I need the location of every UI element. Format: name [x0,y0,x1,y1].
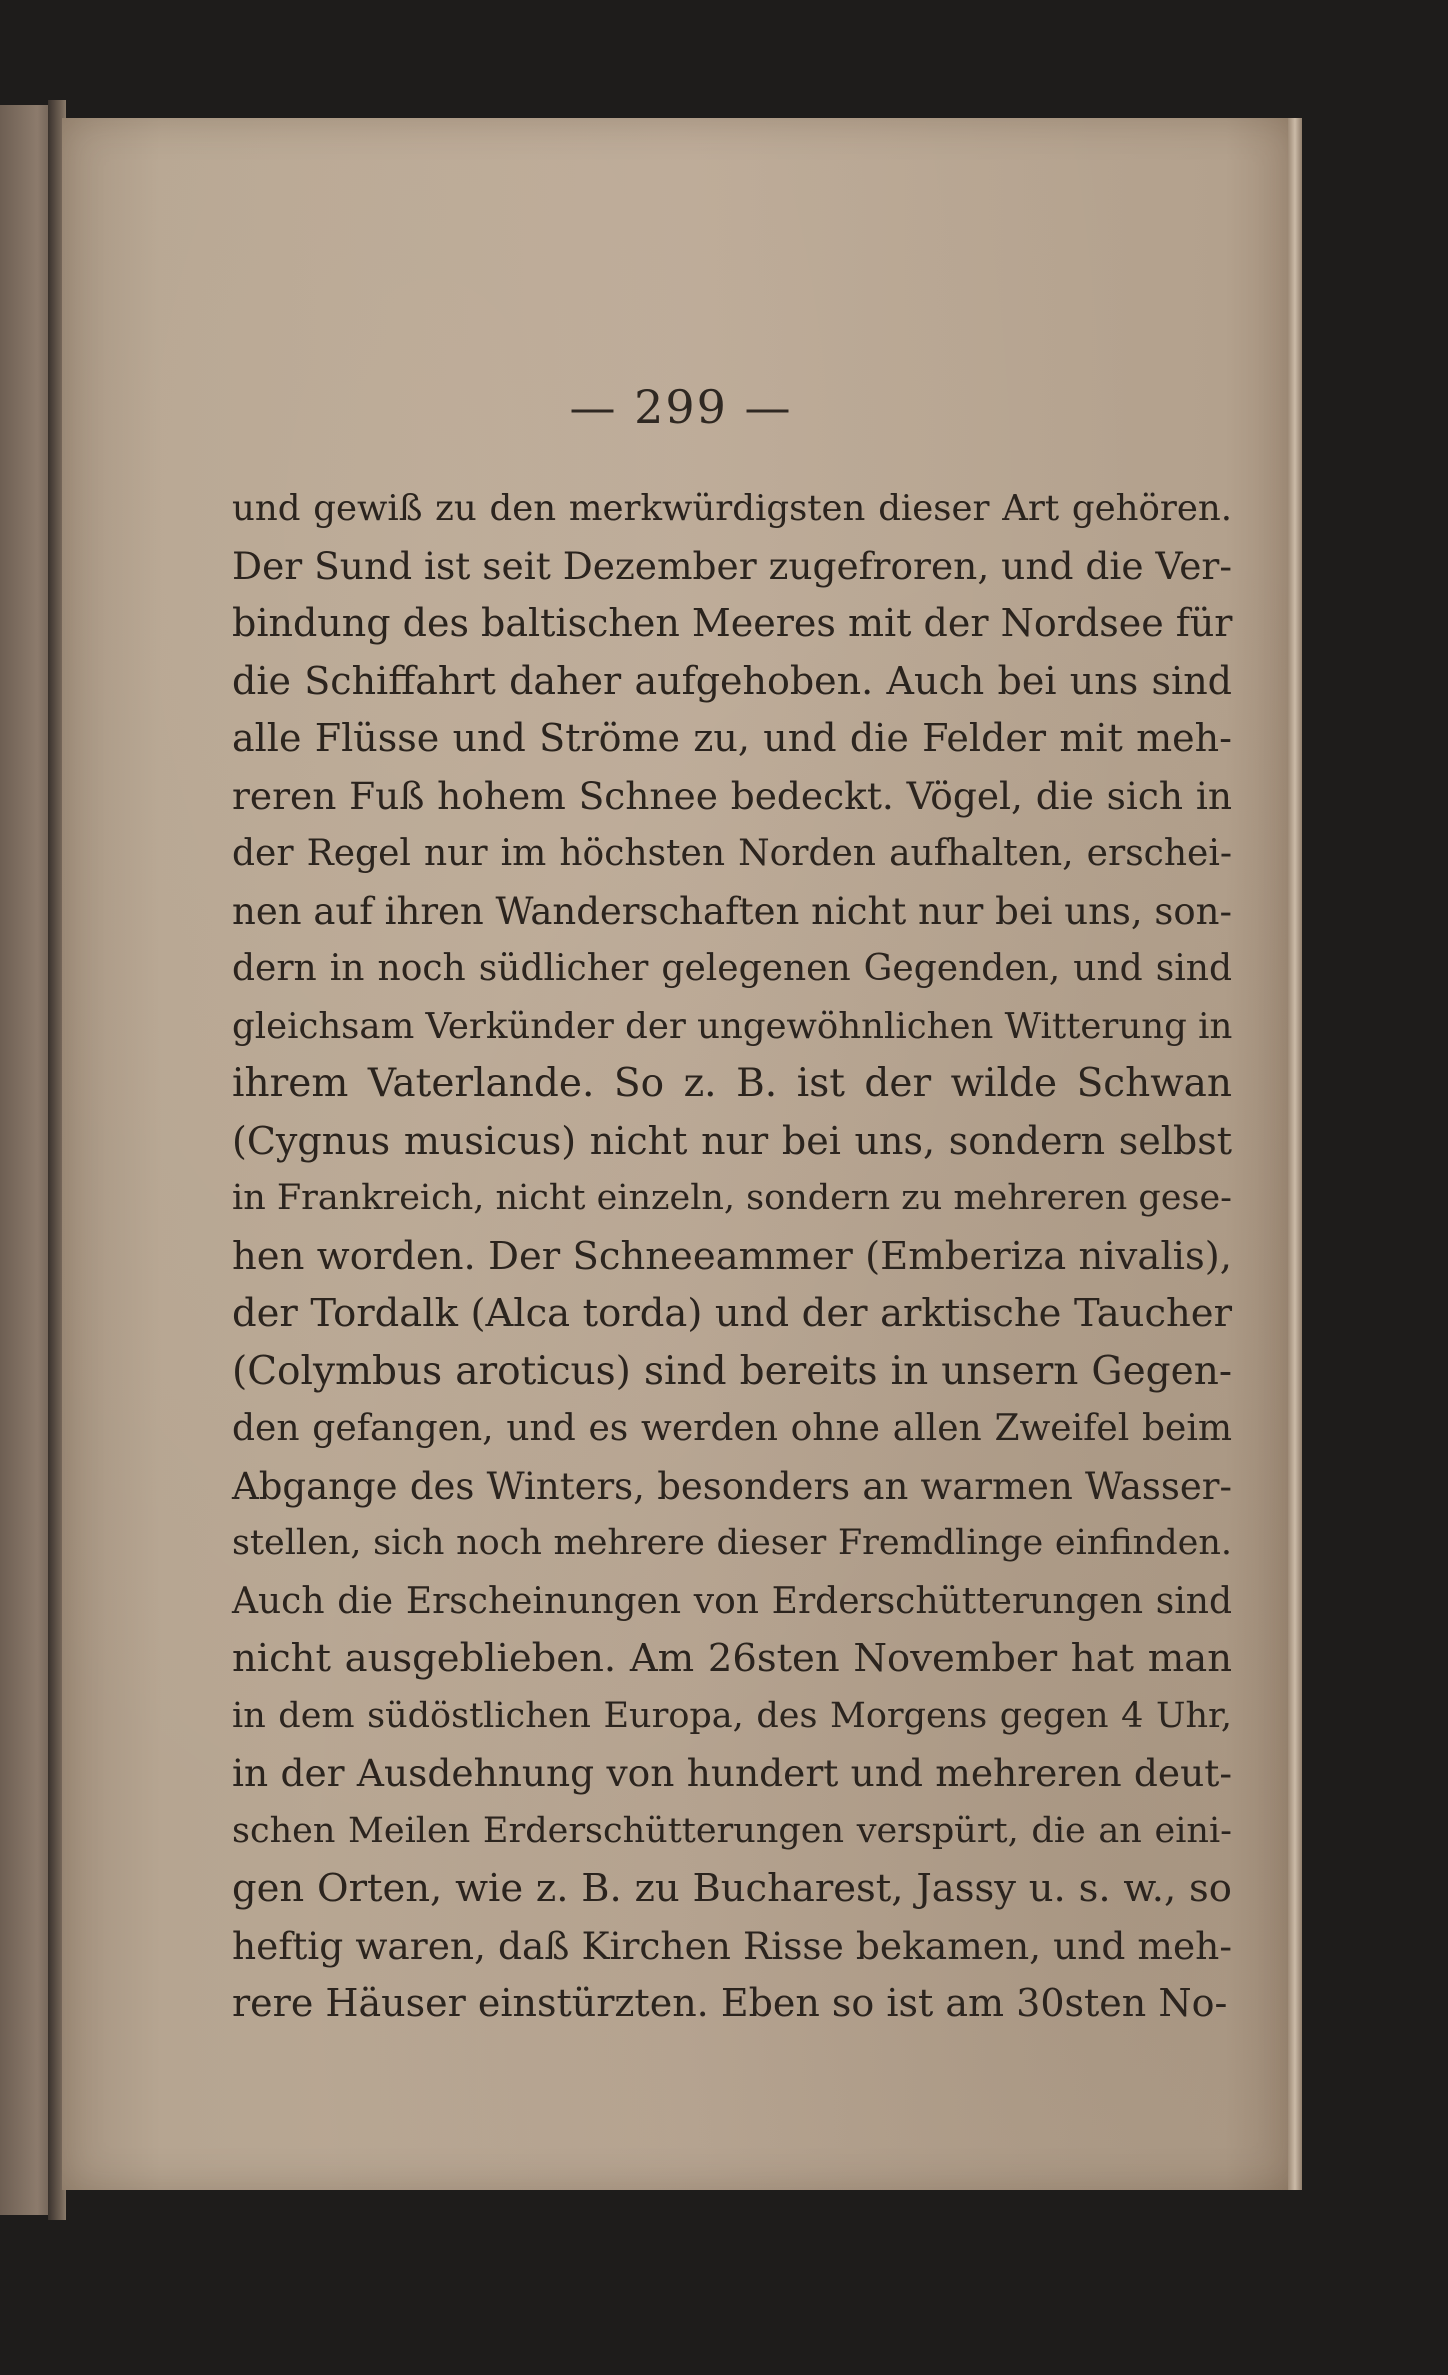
text-line: in der Ausdehnung von hundert und mehreren deut- [232,1751,1232,1795]
text-line: gleichsam Verkünder der ungewöhnlichen Witterung in [232,1005,1233,1047]
text-line: die Schiffahrt daher aufgehoben. Auch bei uns sind [232,658,1232,703]
book-page [62,118,1300,2190]
page-body-text [232,480,1232,2033]
text-line: und gewiß zu den merkwürdigsten dieser Art gehören. [232,488,1232,529]
text-line: Der Sund ist seit Dezember zugefroren, und die Ver- [232,543,1232,588]
text-line: alle Flüsse und Ströme zu, und die Felder mit meh- [232,716,1232,760]
text-line: rere Häuser einstürzten. Eben so ist am 30sten No- [232,1981,1228,2025]
text-line: Auch die Erscheinungen von Erderschütterungen sind [232,1580,1232,1622]
text-line: heftig waren, daß Kirchen Risse bekamen, und meh- [232,1923,1232,1968]
page-number: — 299 — [569,380,793,434]
text-line: nen auf ihren Wanderschaften nicht nur bei uns, son- [232,889,1233,933]
page-fore-edge [1288,118,1302,2190]
text-line: in Frankreich, nicht einzeln, sondern zu mehreren gese- [232,1178,1232,1218]
text-line: bindung des baltischen Meeres mit der Nordsee für [232,601,1233,645]
text-line: den gefangen, und es werden ohne allen Zweifel beim [232,1408,1232,1449]
text-line: (Colymbus aroticus) sind bereits in unsern Gegen- [232,1348,1232,1394]
text-line: in dem südöstlichen Europa, des Morgens gegen 4 Uhr, [232,1695,1232,1736]
text-line: nicht ausgeblieben. Am 26sten November hat man [232,1636,1232,1681]
text-line: gen Orten, wie z. B. zu Bucharest, Jassy u. s. w., so [232,1866,1232,1911]
text-line: der Regel nur im höchsten Norden aufhalten, erschei- [232,833,1232,874]
text-line: ihrem Vaterlande. So z. B. ist der wilde Schwan [232,1061,1232,1106]
text-line: Abgange des Winters, besonders an warmen Wasser- [232,1464,1232,1508]
text-line: dern in noch südlicher gelegenen Gegenden, und sind [232,948,1232,989]
text-line: (Cygnus musicus) nicht nur bei uns, sondern selbst [232,1118,1232,1163]
text-line: der Tordalk (Alca torda) und der arktische Taucher [232,1291,1232,1336]
text-line: stellen, sich noch mehrere dieser Fremdlinge einfinden. [232,1523,1232,1563]
text-line: hen worden. Der Schneeammer (Emberiza nivalis), [232,1233,1232,1279]
text-line: schen Meilen Erderschütterungen verspürt, die an eini- [232,1810,1232,1851]
text-line: reren Fuß hohem Schnee bedeckt. Vögel, die sich in [232,773,1232,818]
